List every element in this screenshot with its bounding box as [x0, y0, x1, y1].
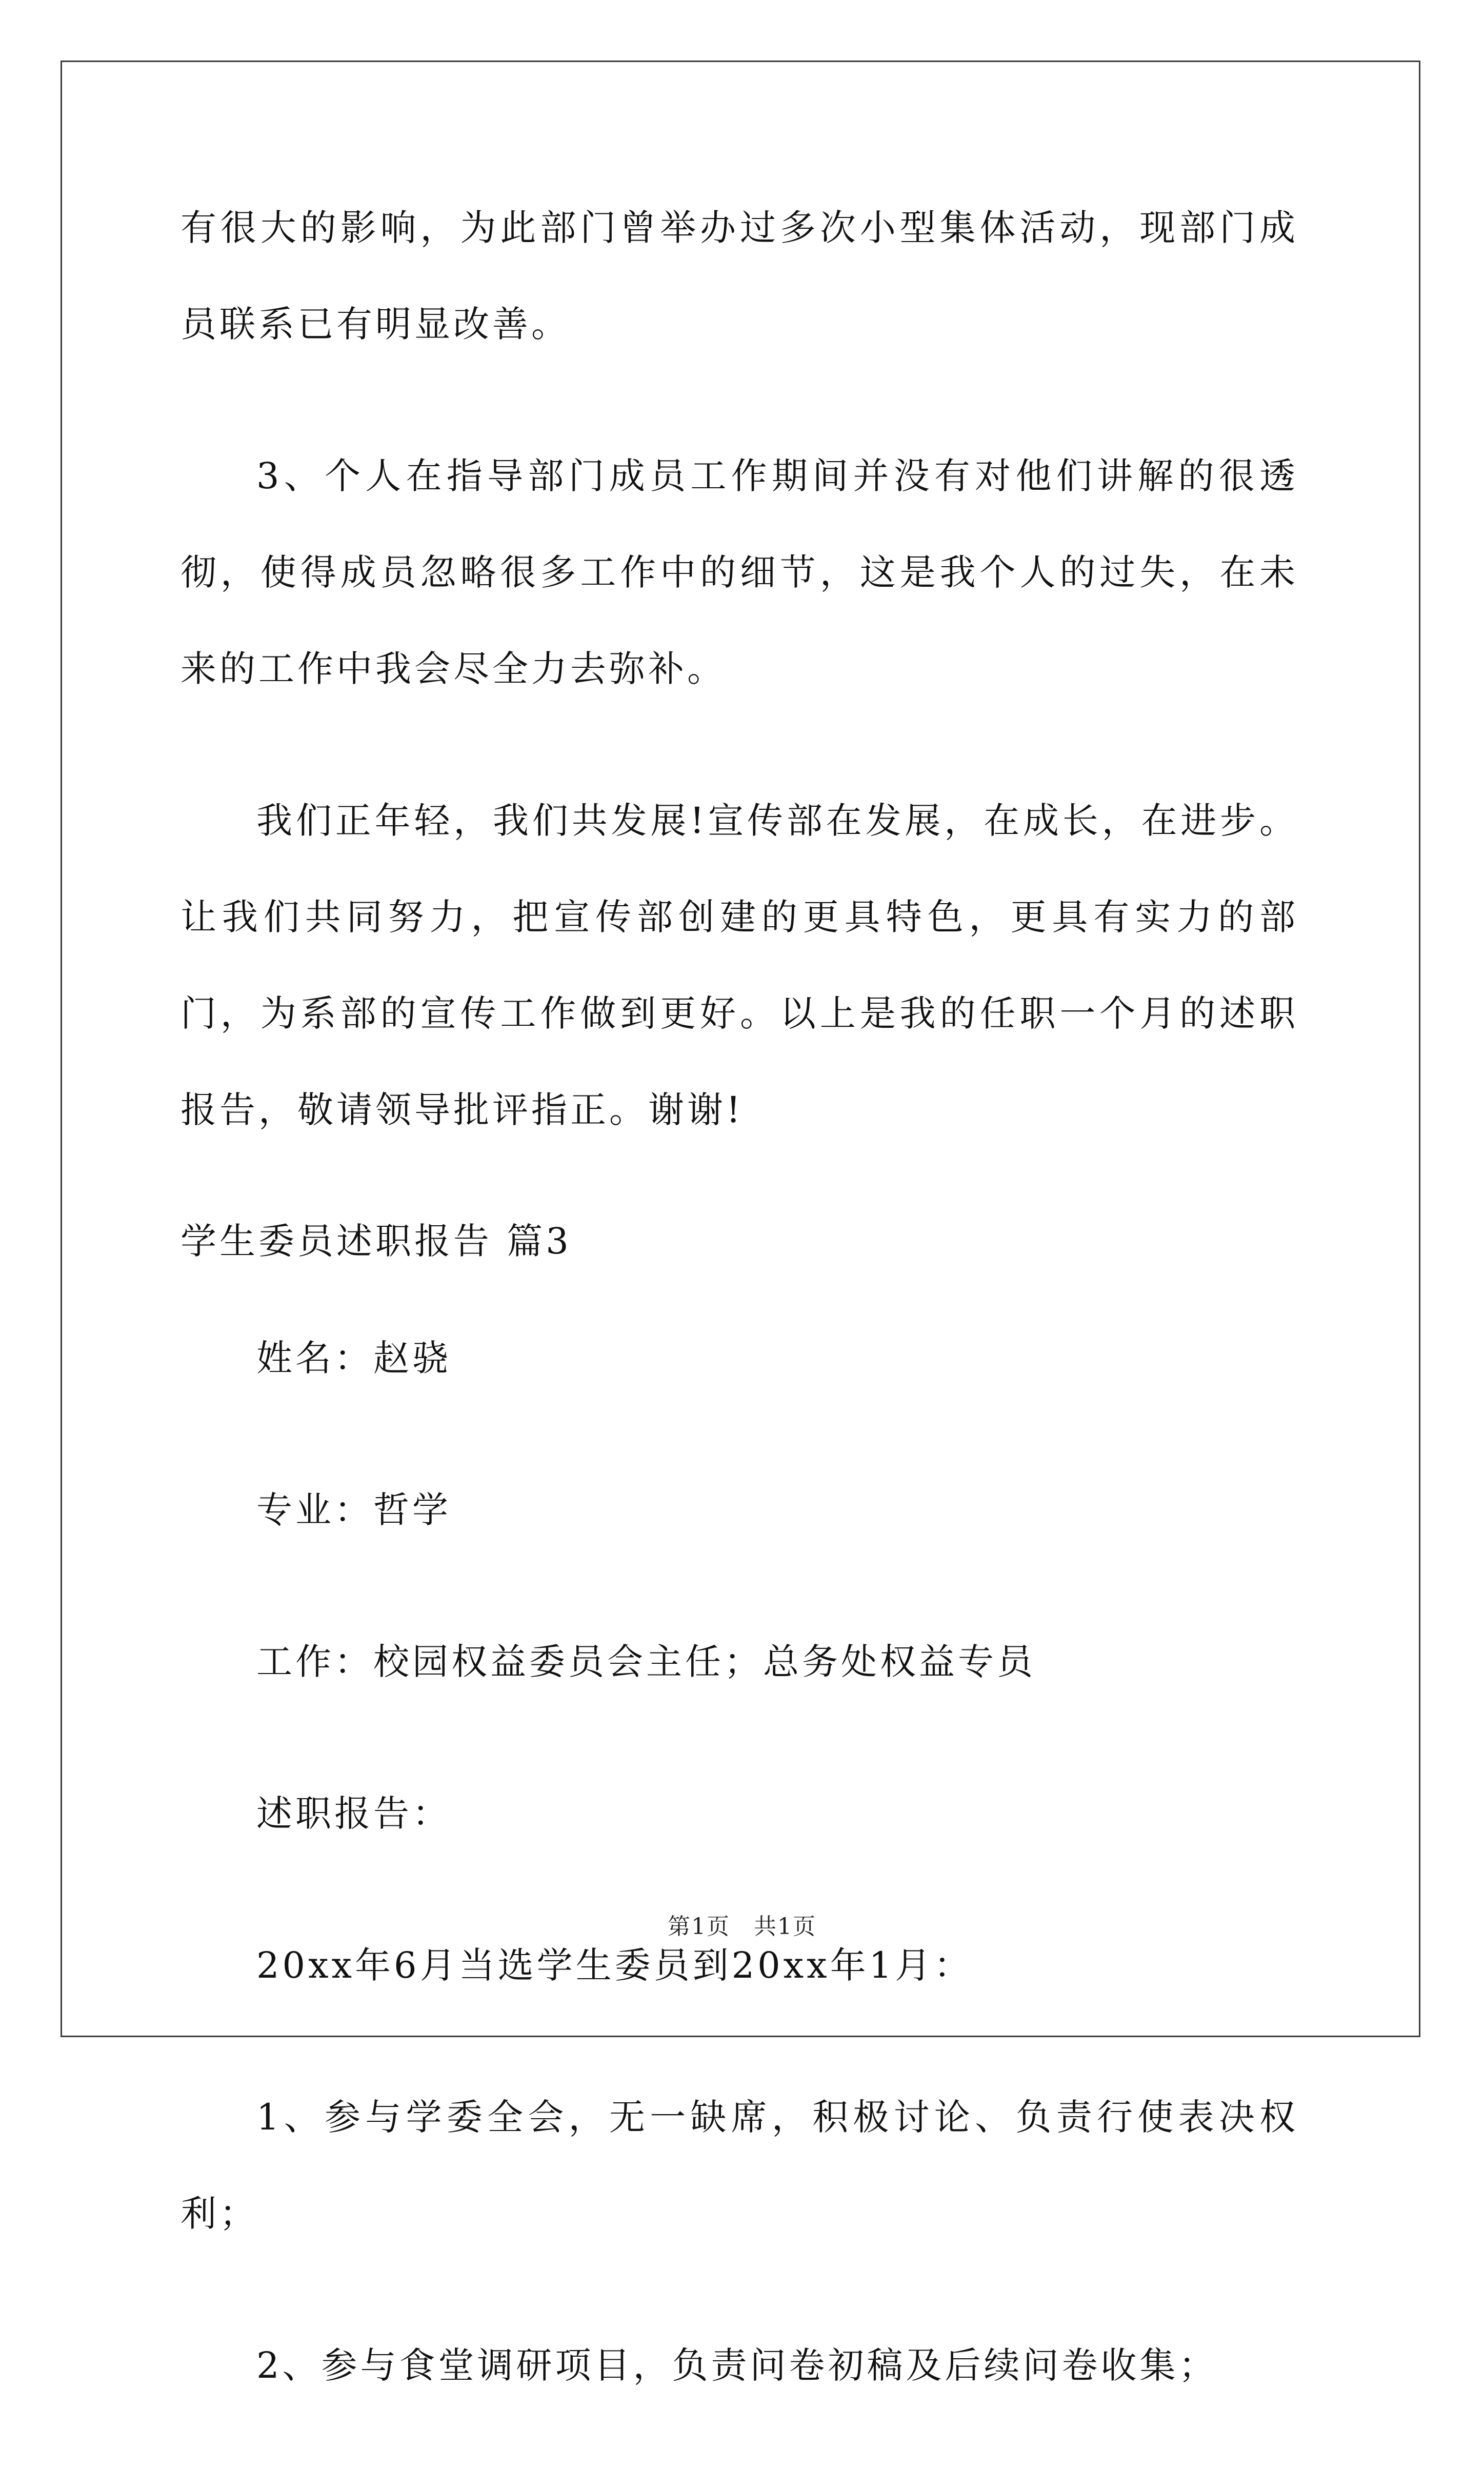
page-footer: 第1页 共1页 [668, 1914, 816, 1940]
section-heading: 学生委员述职报告 篇3 [181, 1220, 572, 1262]
paragraph-item-1: 1、参与学委全会，无一缺席，积极讨论、负责行使表决权利； [181, 2096, 1298, 2235]
paragraph-item-2: 2、参与食堂调研项目，负责问卷初稿及后续问卷收集； [256, 2344, 1218, 2386]
paragraph-work: 工作：校园权益委员会主任；总务处权益专员 [256, 1641, 1036, 1683]
paragraph-term: 20xx年6月当选学生委员到20xx年1月： [256, 1944, 973, 1986]
paragraph-1: 有很大的影响，为此部门曾举办过多次小型集体活动，现部门成员联系已有明显改善。 [181, 207, 1298, 345]
paragraph-report-label: 述职报告： [256, 1793, 451, 1835]
paragraph-3: 我们正年轻，我们共发展!宣传部在发展，在成长，在进步。让我们共同努力，把宣传部创建的更具特色，更具有实力的部门，为系部的宣传工作做到更好。以上是我的任职一个月的述职报告，敬请领导批评指正。谢谢! [181, 800, 1298, 1131]
paragraph-major: 专业：哲学 [256, 1489, 451, 1531]
paragraph-name: 姓名：赵骁 [256, 1337, 451, 1379]
paragraph-2: 3、个人在指导部门成员工作期间并没有对他们讲解的很透彻，使得成员忽略很多工作中的细节，这是我个人的过失，在未来的工作中我会尽全力去弥补。 [181, 455, 1298, 690]
document-body [181, 180, 1298, 2469]
